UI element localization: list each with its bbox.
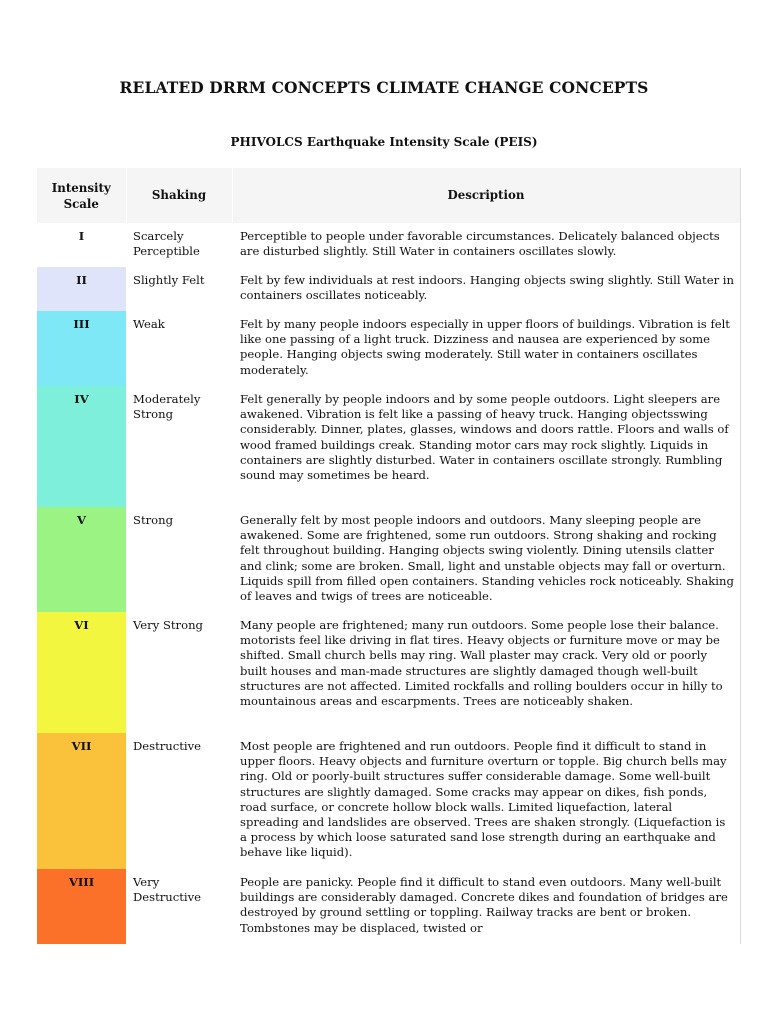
header-description: Description: [232, 168, 740, 223]
shaking-cell: Strong: [133, 513, 174, 527]
description-cell: Felt by many people indoors especially in upper floors of buildings. Vibration is felt like one passing of a light truck. Dizziness and nausea are experienced by some people. Hanging objects swing moderately. Still water in containers oscillates moderately.: [240, 317, 730, 377]
intensity-scale-cell: V: [37, 507, 126, 612]
intensity-scale-cell: IV: [37, 386, 126, 507]
header-intensity-scale: Intensity Scale: [37, 168, 126, 223]
shaking-cell: Slightly Felt: [133, 273, 205, 287]
shaking-cell: Very Destructive: [133, 875, 202, 905]
description-cell: Felt by few individuals at rest indoors. Hanging objects swing slightly. Still Water in containers oscillates noticeably.: [240, 273, 734, 303]
document-title: RELATED DRRM CONCEPTS CLIMATE CHANGE CONCEPTS: [119, 78, 649, 97]
table-row: [37, 267, 740, 311]
table-row: [37, 223, 740, 267]
shaking-cell: Very Strong: [133, 618, 203, 632]
table-row: [37, 869, 740, 944]
table-row: [37, 733, 740, 869]
intensity-scale-cell: VI: [37, 612, 126, 733]
header-shaking: Shaking: [126, 168, 232, 223]
description-cell: Many people are frightened; many run outdoors. Some people lose their balance. motorists feel like driving in flat tires. Heavy objects or furniture move or may be shifted. Small church bells may ring. Wall plaster may crack. Very old or poorly built houses and man-made structures are slightly damaged though well-built structures are not affected. Limited rockfalls and rolling boulders occur in hilly to mountainous areas and escarpments. Trees are noticeably shaken.: [240, 618, 723, 709]
description-cell: Perceptible to people under favorable circumstances. Delicately balanced objects are disturbed slightly. Still Water in containers oscillates slowly.: [240, 229, 720, 259]
description-cell: Felt generally by people indoors and by some people outdoors. Light sleepers are awakened. Vibration is felt like a passing of heavy truck. Hanging objectsswing considerably. Dinner, plates, glasses, windows and doors rattle. Floors and walls of wood framed buildings creak. Standing motor cars may rock slightly. Liquids in containers are slightly disturbed. Water in containers oscillate strongly. Rumbling sound may sometimes be heard.: [240, 392, 729, 483]
table-row: [37, 386, 740, 507]
intensity-scale-cell: I: [37, 223, 126, 267]
intensity-scale-cell: II: [37, 267, 126, 311]
shaking-cell: Destructive: [133, 739, 202, 753]
shaking-cell: Weak: [133, 317, 165, 331]
table-row: [37, 311, 740, 386]
intensity-scale-cell: VII: [37, 733, 126, 869]
table-title: PHIVOLCS Earthquake Intensity Scale (PEIS): [230, 135, 538, 149]
table-row: [37, 612, 740, 733]
description-cell: Generally felt by most people indoors and outdoors. Many sleeping people are awakened. Some are frightened, some run outdoors. Strong shaking and rocking felt throughout building. Hanging objects swing violently. Dining utensils clatter and clink; some are broken. Small, light and unstable objects may fall or overturn. Liquids spill from filled open containers. Standing vehicles rock noticeably. Shaking of leaves and twigs of trees are noticeable.: [240, 513, 734, 604]
intensity-scale-table: [37, 168, 741, 944]
intensity-scale-cell: VIII: [37, 869, 126, 944]
peis-table: [37, 168, 741, 944]
description-cell: People are panicky. People find it difficult to stand even outdoors. Many well-built buildings are considerably damaged. Concrete dikes and foundation of bridges are destroyed by ground settling or toppling. Railway tracks are bent or broken. Tombstones may be displaced, twisted or: [240, 875, 728, 935]
table-header-row: [37, 168, 740, 223]
shaking-cell: Moderately Strong: [133, 392, 201, 422]
description-cell: Most people are frightened and run outdoors. People find it difficult to stand in upper floors. Heavy objects and furniture overturn or topple. Big church bells may ring. Old or poorly-built structures suffer considerable damage. Some well-built structures are slightly damaged. Some cracks may appear on dikes, fish ponds, road surface, or concrete hollow block walls. Limited liquefaction, lateral spreading and landslides are observed. Trees are shaken strongly. (Liquefaction is a process by which loose saturated sand lose strength during an earthquake and behave like liquid).: [240, 739, 727, 860]
table-row: [37, 507, 740, 612]
intensity-scale-cell: III: [37, 311, 126, 386]
shaking-cell: Scarcely Perceptible: [133, 229, 200, 259]
